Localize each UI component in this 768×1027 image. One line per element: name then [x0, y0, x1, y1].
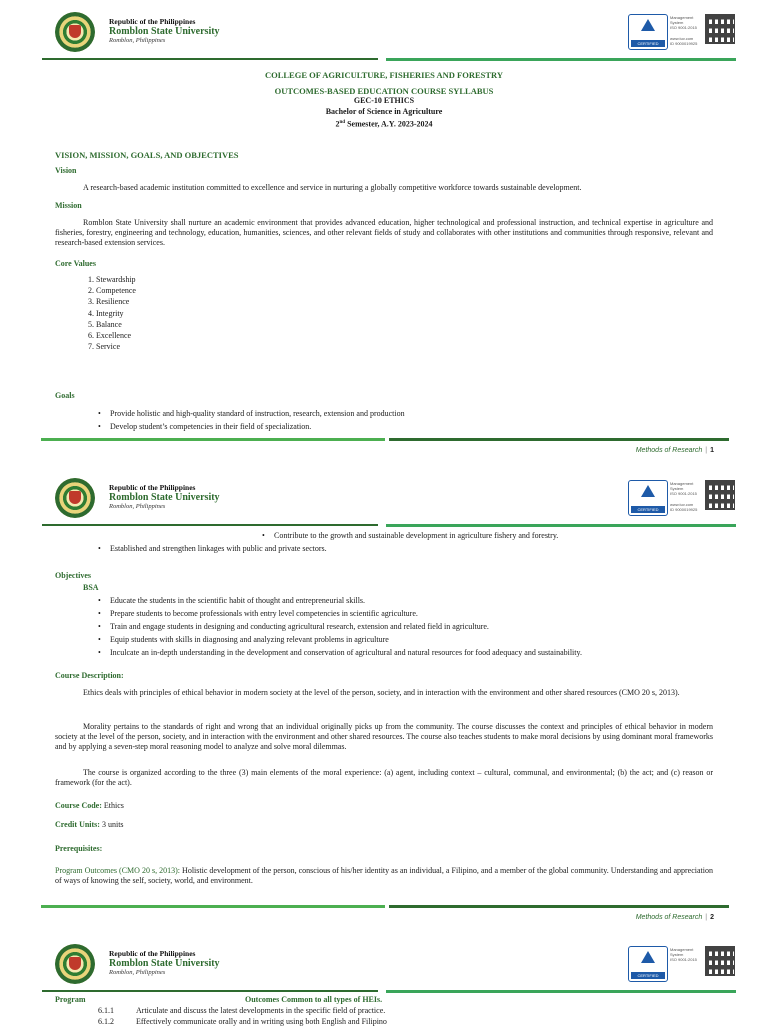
- header-divider: [42, 990, 736, 992]
- list-item: • Develop student’s competencies in their field of specialization.: [96, 420, 716, 433]
- list-item: • Established and strengthen linkages with public and private sectors.: [96, 542, 716, 555]
- page-header: [0, 0, 768, 64]
- page-header: [0, 932, 768, 996]
- goals-heading: Goals: [55, 391, 75, 400]
- page-header: [0, 466, 768, 530]
- republic-label: Republic of the Philippines: [109, 949, 196, 958]
- cert-text: Management System ISO 9001:2015: [670, 947, 697, 962]
- university-seal-icon: [55, 478, 95, 518]
- semester-title: 2nd Semester, A.Y. 2023-2024: [335, 119, 433, 129]
- bsa-heading: BSA: [83, 583, 99, 592]
- core-values-heading: Core Values: [55, 259, 96, 268]
- certification-block: [628, 480, 736, 514]
- outcomes-common-label: Outcomes Common to all types of HEIs.: [245, 995, 383, 1004]
- tuv-logo-icon: CERTIFIED: [628, 946, 668, 982]
- list-item: • Contribute to the growth and sustainable development in agriculture fishery and forestry.: [260, 529, 720, 542]
- certification-block: [628, 946, 736, 980]
- mission-text: Romblon State University shall nurture an academic environment that provides advanced education, higher technological and professional instruction, and technical expertise in agriculture and fisheries, forestry, engineering and technology, education, humanities, sciences, and other relevant fields of study and collaborates with other institutions and communities through responsive, relevant and research-based extension services.: [55, 218, 713, 247]
- header-divider: [42, 524, 736, 526]
- university-block: [109, 950, 220, 976]
- footer-divider: [41, 438, 729, 441]
- list-item: 1. Stewardship: [96, 274, 136, 285]
- program-outcomes: Program Outcomes (CMO 20 s, 2013): Holistic development of the person, conscious of his/her identity as an individual, a Filipino, and a member of the global community. Understanding and appreciation of ways of knowing the self, society, world, and environment.: [55, 866, 713, 885]
- objectives-list: [96, 594, 726, 659]
- republic-label: Republic of the Philippines: [109, 483, 196, 492]
- cert-text: Management System ISO 9001:2015 www.tuv.com ID 9000019925: [670, 481, 698, 512]
- university-location: Romblon, Philippines: [109, 969, 166, 977]
- list-item: 3. Resilience: [96, 296, 136, 307]
- list-item: • Equip students with skills in diagnosing and analyzing relevant problems in agriculture: [96, 633, 726, 646]
- description-paragraph-2: Morality pertains to the standards of right and wrong that an individual originally picks up from the community. The course discusses the context and principles of ethical behavior in modern society at the level of the person, society, and in interaction with the environment and other shared resources. The course also teaches students to make moral decisions by using dominant moral frameworks and by applying a seven-step moral reasoning model to analyze and solve moral dilemmas.: [55, 722, 713, 751]
- description-paragraph-3: The course is organized according to the three (3) main elements of the moral experience: (a) agent, including context – cultural, communal, and environmental; (b) the act; and (c) reason or framework (for the act).: [55, 768, 713, 787]
- course-description-heading: Course Description:: [55, 671, 124, 680]
- university-location: Romblon, Philippines: [109, 503, 166, 511]
- footer-note: Methods of Research | 2: [635, 914, 714, 921]
- list-item: • Educate the students in the scientific habit of thought and entrepreneurial skills.: [96, 594, 726, 607]
- page-1: [0, 0, 768, 466]
- outcome-item: 6.1.1 Articulate and discuss the latest developments in the specific field of practice.: [98, 1006, 386, 1015]
- course-code: Course Code: Ethics: [55, 801, 124, 810]
- cert-text: Management System ISO 9001:2015 www.tuv.com ID 9000019925: [670, 15, 698, 46]
- mission-heading: Mission: [55, 201, 82, 210]
- program-title: Bachelor of Science in Agriculture: [325, 107, 443, 116]
- syllabus-title: OUTCOMES-BASED EDUCATION COURSE SYLLABUS: [274, 86, 494, 96]
- list-item: 2. Competence: [96, 285, 136, 296]
- university-name: Romblon State University: [109, 26, 220, 38]
- tuv-logo-icon: CERTIFIED: [628, 14, 668, 50]
- objectives-heading: Objectives: [55, 571, 91, 580]
- university-name: Romblon State University: [109, 492, 220, 504]
- header-divider: [42, 58, 736, 60]
- university-block: [109, 18, 220, 44]
- university-name: Romblon State University: [109, 958, 220, 970]
- footer-note: Methods of Research | 1: [635, 447, 714, 454]
- university-seal-icon: [55, 944, 95, 984]
- description-paragraph-1: Ethics deals with principles of ethical behavior in modern society at the level of the person, society, and in interaction with the environment and other shared resources (CMO 20 s, 2013).: [83, 688, 680, 697]
- goals-list: [96, 407, 716, 433]
- goals-continued-b: [96, 542, 716, 555]
- page-3: [0, 932, 768, 1024]
- certification-block: [628, 14, 736, 48]
- university-block: [109, 484, 220, 510]
- credit-units: Credit Units: 3 units: [55, 820, 124, 829]
- program-label: Program: [55, 995, 86, 1004]
- goals-continued-a: [260, 529, 720, 542]
- footer-divider: [41, 905, 729, 908]
- college-title: COLLEGE OF AGRICULTURE, FISHERIES AND FORESTRY: [264, 70, 504, 80]
- qr-code-icon: [706, 15, 734, 43]
- list-item: 5. Balance: [96, 319, 136, 330]
- core-values-list: [96, 274, 136, 352]
- republic-label: Republic of the Philippines: [109, 17, 196, 26]
- qr-code-icon: [706, 481, 734, 509]
- list-item: 4. Integrity: [96, 308, 136, 319]
- list-item: 6. Excellence: [96, 330, 136, 341]
- prerequisites-label: Prerequisites:: [55, 844, 103, 853]
- list-item: • Prepare students to become professionals with entry level competencies in scientific agriculture.: [96, 607, 726, 620]
- qr-code-icon: [706, 947, 734, 975]
- course-title: GEC-10 ETHICS: [353, 96, 415, 105]
- university-seal-icon: [55, 12, 95, 52]
- university-location: Romblon, Philippines: [109, 37, 166, 45]
- list-item: • Provide holistic and high-quality standard of instruction, research, extension and production: [96, 407, 716, 420]
- page-2: [0, 466, 768, 932]
- list-item: • Train and engage students in designing and conducting agricultural research, extension and related field in agriculture.: [96, 620, 726, 633]
- vision-heading: Vision: [55, 166, 77, 175]
- outcome-item: 6.1.2 Effectively communicate orally and in writing using both English and Filipino: [98, 1017, 387, 1026]
- list-item: 7. Service: [96, 341, 136, 352]
- vmgo-heading: VISION, MISSION, GOALS, AND OBJECTIVES: [55, 150, 239, 160]
- tuv-logo-icon: CERTIFIED: [628, 480, 668, 516]
- list-item: • Inculcate an in-depth understanding in the development and conservation of agricultural and natural resources for food adequacy and sustainability.: [96, 646, 726, 659]
- vision-text: A research-based academic institution committed to excellence and service in nurturing a globally competitive workforce towards sustainable development.: [83, 183, 582, 192]
